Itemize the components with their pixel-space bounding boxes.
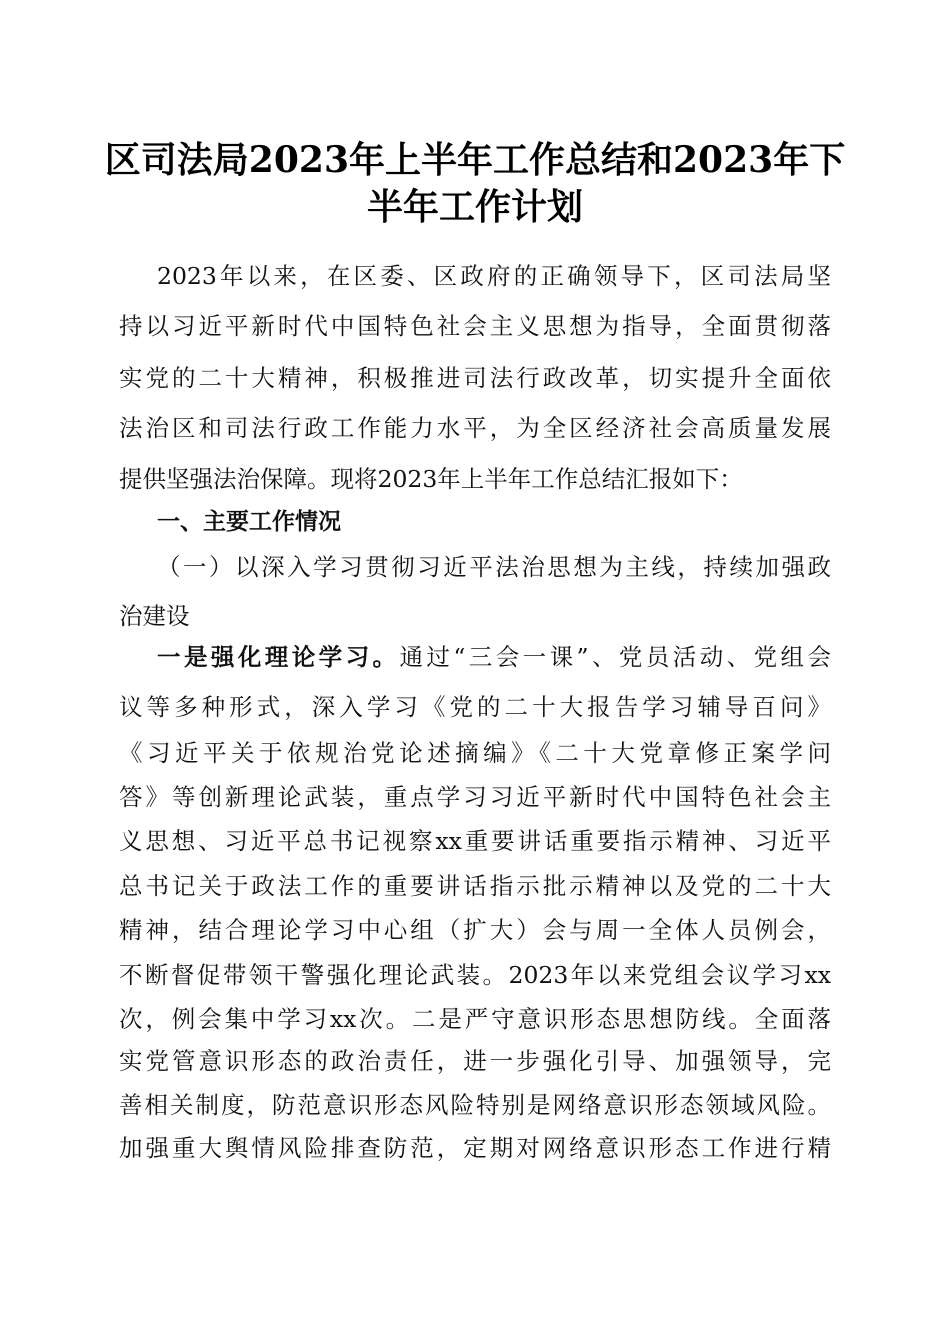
body-paragraph-line: 善相关制度，防范意识形态风险特别是网络意识形态领域风险。 [119, 1091, 831, 1119]
subsection-heading-line: 治建设 [119, 602, 190, 630]
intro-paragraph-line: 实党的二十大精神，积极推进司法行政改革，切实提升全面依 [119, 364, 831, 392]
subsection-heading-line: （一）以深入学习贯彻习近平法治思想为主线，持续加强政 [157, 553, 831, 581]
intro-paragraph-line: 持以习近平新时代中国特色社会主义思想为指导，全面贯彻落 [119, 312, 831, 340]
body-paragraph-line: 加强重大舆情风险排查防范，定期对网络意识形态工作进行精 [119, 1134, 831, 1162]
section-heading: 一、主要工作情况 [157, 509, 341, 535]
document-title-line-1: 区司法局2023年上半年工作总结和2023年下 [104, 139, 846, 181]
body-paragraph-line: 义思想、习近平总书记视察xx重要讲话重要指示精神、习近平 [119, 827, 831, 855]
intro-paragraph-line: 2023年以来，在区委、区政府的正确领导下，区司法局坚 [157, 262, 831, 290]
body-paragraph-line: 议等多种形式，深入学习《党的二十大报告学习辅导百问》 [119, 693, 831, 721]
intro-paragraph-line: 法治区和司法行政工作能力水平，为全区经济社会高质量发展 [119, 414, 831, 442]
body-paragraph-line: 《习近平关于依规治党论述摘编》《二十大党章修正案学问 [119, 739, 831, 767]
body-paragraph-line: 实党管意识形态的政治责任，进一步强化引导、加强领导，完 [119, 1047, 831, 1075]
body-paragraph-line [157, 637, 831, 677]
body-paragraph-line: 次，例会集中学习xx次。二是严守意识形态思想防线。全面落 [119, 1005, 831, 1033]
document-title-line-2: 半年工作计划 [366, 186, 583, 228]
body-paragraph-line: 精神，结合理论学习中心组（扩大）会与周一全体人员例会， [119, 916, 831, 944]
body-paragraph-line: 答》等创新理论武装，重点学习习近平新时代中国特色社会主 [119, 783, 831, 811]
body-paragraph-line: 不断督促带领干警强化理论武装。2023年以来党组会议学习xx [119, 961, 831, 989]
paragraph-text: 通过“三会一课”、党员活动、党组会 [399, 643, 832, 671]
body-paragraph-line: 总书记关于政法工作的重要讲话指示批示精神以及党的二十大 [119, 872, 831, 900]
paragraph-lead: 一是强化理论学习。 [157, 643, 400, 671]
intro-paragraph-line: 提供坚强法治保障。现将2023年上半年工作总结汇报如下： [119, 465, 743, 493]
